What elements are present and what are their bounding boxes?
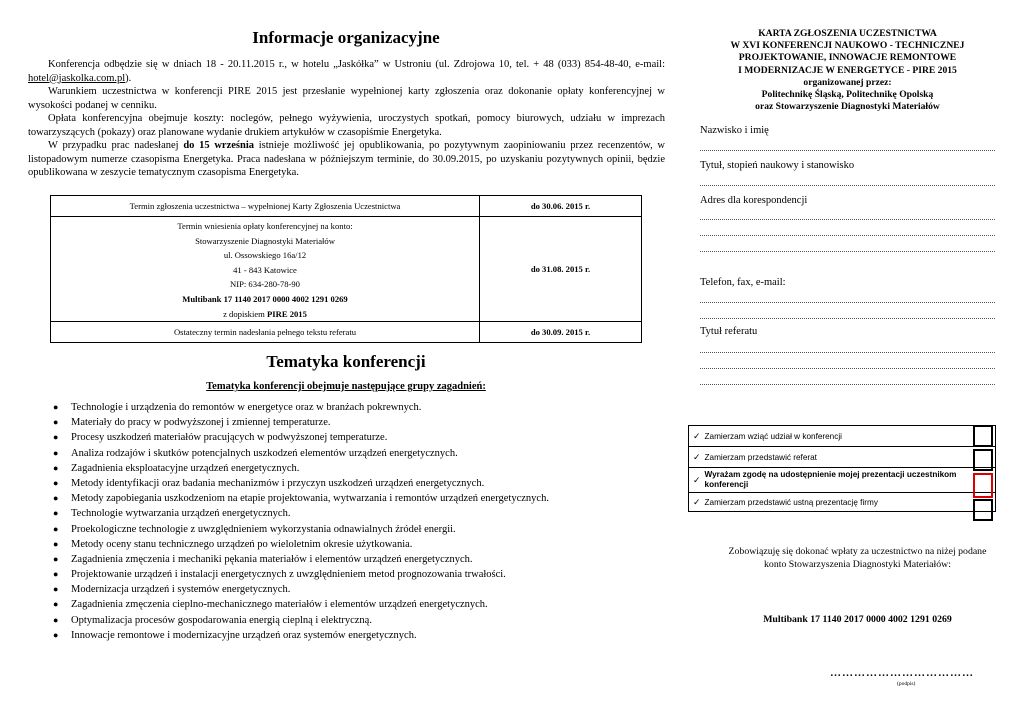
checkbox-attend[interactable] [973, 425, 993, 447]
list-item: ● Technologie i urządzenia do remontów w energetyce oraz w branżach pokrewnych. [53, 400, 549, 415]
address-field-line-1[interactable] [700, 219, 995, 220]
deadlines-table [50, 195, 642, 343]
info-paragraph-conditions: Warunkiem uczestnictwa w konferencji PIRE 2015 jest przesłanie wypełnionej karty zgłoszenia oraz dokonanie opłaty konferencyjnej w wysokości podanej w cenniku. [28, 86, 665, 111]
bullet-icon: ● [53, 447, 59, 458]
info-paragraph-fee: Opłata konferencyjna obejmuje koszty: noclegów, pełnego wyżywienia, uroczystych spotkań, pomocy biurowych, udziału w imprezach towarzyszących (pokazy) oraz planowane wydanie drukiem artykułów w czasopiśmie Energetyka. [28, 113, 665, 138]
list-item: ● Metody zapobiegania uszkodzeniom na etapie projektowania, wytwarzania i remontów urządzeń energetycznych. [53, 491, 549, 506]
tick-icon: ✓ [689, 493, 701, 512]
title-field[interactable] [700, 185, 995, 186]
bank-account-card: Multibank 17 1140 2017 0000 4002 1291 0269 [763, 614, 952, 625]
bullet-icon: ● [53, 569, 59, 580]
topics-subtitle: Tematyka konferencji obejmuje następujące grupy zagadnień: [206, 381, 486, 392]
tick-icon: ✓ [689, 447, 701, 468]
list-item: ● Technologie wytwarzania urządzeń energetycznych. [53, 506, 549, 521]
deadline-row-registration [51, 196, 642, 217]
deadline-row-fulltext [51, 322, 642, 343]
list-item: ● Optymalizacja procesów gospodarowania energią cieplną i elektryczną. [53, 613, 549, 628]
bullet-icon: ● [53, 538, 59, 549]
bullet-icon: ● [53, 477, 59, 488]
checklist-label: Wyrażam zgodę na udostępnienie mojej prezentacji uczestnikom konferencji [701, 468, 996, 493]
info-paragraph-venue: Konferencja odbędzie się w dniach 18 - 20.11.2015 r., w hotelu „Jaskółka” w Ustroniu (ul. Zdrojowa 10, tel. + 48 (033) 854-48-40, e-mail: hotel@jaskolka.com.pl). [28, 59, 665, 84]
address-field-line-3[interactable] [700, 251, 995, 252]
payment-commitment: Zobowiązuję się dokonać wpłaty za uczestnictwo na niżej podane konto Stowarzyszenia Diagnostyki Materiałów: [728, 546, 987, 570]
list-item: ● Modernizacja urządzeń i systemów energetycznych. [53, 582, 549, 597]
deadline-date: do 31.08. 2015 r. [480, 217, 642, 322]
topics-list [53, 400, 549, 643]
bullet-icon: ● [53, 417, 59, 428]
paper-title-field-label: Tytuł referatu [700, 326, 758, 337]
bullet-icon: ● [53, 614, 59, 625]
checkbox-present-paper[interactable] [973, 449, 993, 471]
deadline-label: Ostateczny termin nadesłania pełnego tekstu referatu [51, 322, 480, 343]
checkbox-company-presentation[interactable] [973, 499, 993, 521]
signature-line[interactable]: ……………………………… [830, 667, 974, 679]
tick-icon: ✓ [689, 426, 701, 447]
signature-label: (podpis) [897, 681, 916, 687]
list-item: ● Analiza rodzajów i skutków potencjalnych uszkodzeń elementów urządzeń energetycznych. [53, 446, 549, 461]
deadline-label: Termin zgłoszenia uczestnictwa – wypełnionej Karty Zgłoszenia Uczestnictwa [51, 196, 480, 217]
deadline-date: do 30.06. 2015 r. [480, 196, 642, 217]
payment-details: Termin wniesienia opłaty konferencyjnej na konto: Stowarzyszenie Diagnostyki Materiałów ul. Ossowskiego 16a/12 41 - 843 Katowice NIP: 634-280-78-90 Multibank 17 1140 2017 0000 4002 1291 0269 z dopiskiem PIRE 2015 [51, 217, 480, 322]
list-item: ● Metody oceny stanu technicznego urządzeń po wieloletnim okresie użytkowania. [53, 537, 549, 552]
contact-field-label: Telefon, fax, e-mail: [700, 277, 786, 288]
bullet-icon: ● [53, 462, 59, 473]
bullet-icon: ● [53, 493, 59, 504]
bullet-icon: ● [53, 432, 59, 443]
list-item: ● Zagadnienia zmęczenia cieplno-mechanicznego materiałów i elementów urządzeń energetycznych. [53, 597, 549, 612]
address-field-line-2[interactable] [700, 235, 995, 236]
address-field-label: Adres dla korespondencji [700, 195, 808, 206]
bullet-icon: ● [53, 599, 59, 610]
contact-field-line-2[interactable] [700, 318, 995, 319]
consent-checklist [688, 425, 996, 512]
checklist-row [689, 468, 996, 493]
checkbox-share-presentation[interactable] [973, 473, 993, 498]
deadline-date: do 30.09. 2015 r. [480, 322, 642, 343]
contact-field-line-1[interactable] [700, 302, 995, 303]
name-field[interactable] [700, 150, 995, 151]
bullet-icon: ● [53, 508, 59, 519]
list-item: ● Procesy uszkodzeń materiałów pracujących w podwyższonej temperaturze. [53, 430, 549, 445]
info-paragraph-publication: W przypadku prac nadesłanej do 15 września istnieje możliwość jej opublikowania, po pozytywnym zaopiniowaniu przez recenzentów, w listopadowym numerze czasopisma Energetyka. Praca nadesłana w późniejszym terminie, do 30.09.2015, po uzyskaniu pozytywnych opinii, będzie opublikowana w zeszycie tematycznym czasopisma Energetyka. [28, 140, 666, 178]
info-title: Informacje organizacyjne [252, 28, 440, 47]
list-item: ● Innowacje remontowe i modernizacyjne urządzeń oraz systemów energetycznych. [53, 628, 549, 643]
paper-title-field-line-3[interactable] [700, 384, 995, 385]
list-item: ● Zagadnienia zmęczenia i mechaniki pękania materiałów i elementów urządzeń energetycznych. [53, 552, 549, 567]
list-item: ● Proekologiczne technologie z uwzględnieniem wykorzystania odnawialnych źródeł energii. [53, 522, 549, 537]
checklist-label: Zamierzam przedstawić ustną prezentację firmy [701, 493, 996, 512]
registration-card-header: KARTA ZGŁOSZENIA UCZESTNICTWA W XVI KONFERENCJI NAUKOWO - TECHNICZNEJ PROJEKTOWANIE, INNOWACJE REMONTOWE I MODERNIZACJE W ENERGETYCE - PIRE 2015 organizowanej przez: Politechnikę Śląską, Politechnikę Opolską oraz Stowarzyszenie Diagnostyki Materiałów [730, 28, 965, 113]
checklist-row [689, 426, 996, 447]
bullet-icon: ● [53, 402, 59, 412]
list-item: ● Materiały do pracy w podwyższonej i zmiennej temperaturze. [53, 415, 549, 430]
paper-title-field-line-2[interactable] [700, 368, 995, 369]
list-item: ● Zagadnienia eksploatacyjne urządzeń energetycznych. [53, 461, 549, 476]
checklist-row [689, 447, 996, 468]
checklist-row [689, 493, 996, 512]
bullet-icon: ● [53, 584, 59, 595]
name-field-label: Nazwisko i imię [700, 125, 769, 136]
bank-account: Multibank 17 1140 2017 0000 4002 1291 0269 [182, 293, 348, 304]
list-item: ● Metody identyfikacji oraz badania mechanizmów i przyczyn uszkodzeń urządzeń energetycznych. [53, 476, 549, 491]
deadline-row-payment [51, 217, 642, 322]
bullet-icon: ● [53, 629, 59, 640]
checklist-label: Zamierzam wziąć udział w konferencji [701, 426, 996, 447]
paper-title-field-line-1[interactable] [700, 352, 995, 353]
tick-icon: ✓ [689, 468, 701, 493]
topics-title: Tematyka konferencji [266, 352, 426, 371]
checklist-label: Zamierzam przedstawić referat [701, 447, 996, 468]
bullet-icon: ● [53, 553, 59, 564]
bullet-icon: ● [53, 523, 59, 534]
title-field-label: Tytuł, stopień naukowy i stanowisko [700, 160, 855, 171]
info-text [28, 58, 665, 180]
list-item: ● Projektowanie urządzeń i instalacji energetycznych z uwzględnieniem metod prognozowania trwałości. [53, 567, 549, 582]
hotel-email-link[interactable]: hotel@jaskolka.com.pl [28, 72, 126, 84]
